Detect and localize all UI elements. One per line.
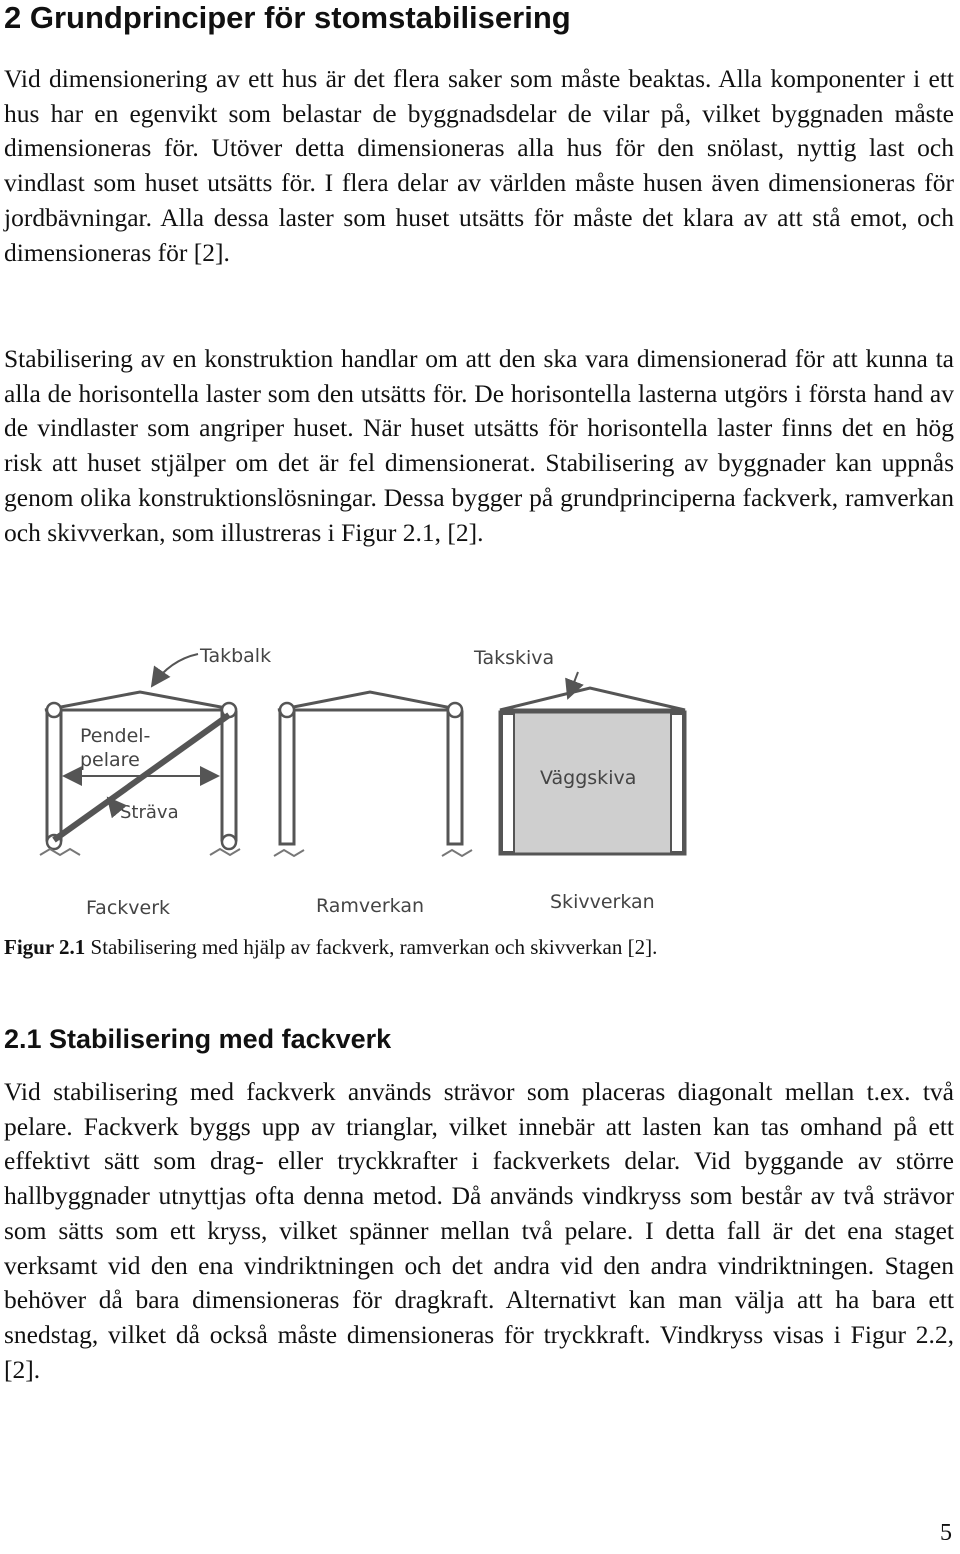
subsection-heading: 2.1 Stabilisering med fackverk — [4, 1024, 392, 1054]
paragraph-stabilisering: Stabilisering av en konstruktion handlar om att den ska vara dimensionerad för att kunna ta alla de horisontella laster som den utsätts för. De horisontella lasterna utgörs i första hand av de vindlaster som angriper huset. När huset utsätts för horisontella laster finns det en hög risk att huset stjälper om det är fel dimensionerat. Stabilisering av byggnader kan uppnås genom olika konstruktionslösningar. Dessa bygger på grundprinciperna fackverk, ramverkan och skivverkan, som illustreras i Figur 2.1, [2]. — [4, 344, 954, 547]
label-skivverkan: Skivverkan — [550, 891, 655, 913]
label-vaggskiva: Väggskiva — [540, 767, 637, 789]
ramverkan-frame — [274, 692, 472, 856]
label-pendel-line2: pelare — [80, 749, 140, 771]
label-takskiva: Takskiva — [474, 647, 555, 669]
label-takbalk: Takbalk — [200, 645, 272, 667]
label-ramverkan: Ramverkan — [316, 895, 425, 917]
paragraph-fackverk: Vid stabilisering med fackverk används strävor som placeras diagonalt mellan t.ex. två pelare. Fackverk byggs upp av trianglar, vilket innebär att lasten kan tas omhand på ett effektivt sätt som drag- eller tryckkrafter i fackverkets delar. Vid byggande av större hallbyggnader utnyttjas ofta denna metod. Då används vindkryss som består av två strävor som sätts som ett kryss, vilket spänner mellan två pelare. I detta fall är det ena staget verksamt vid den ena vindriktningen och det andra vid den andra vindriktningen. Stagen behöver då bara dimensioneras för dragkraft. Alternativt kan man välja att ha bara ett snedstag, vilket då också måste dimensioneras för tryckkraft. Vindkryss visas i Figur 2.2, [2]. — [4, 1077, 954, 1384]
fackverk-frame — [40, 692, 240, 855]
figure-caption — [4, 935, 657, 960]
label-fackverk: Fackverk — [86, 897, 171, 919]
figure-stabilization-diagram — [30, 630, 730, 930]
section-heading: 2 Grundprinciper för stomstabilisering — [4, 0, 571, 35]
figure-caption-label: Figur 2.1 — [4, 935, 86, 959]
label-pendel-line1: Pendel- — [80, 725, 151, 747]
label-strava: Sträva — [120, 802, 179, 823]
paragraph-intro: Vid dimensionering av ett hus är det flera saker som måste beaktas. Alla komponenter i ett hus har en egenvikt som belastar de byggnadsdelar de vilar på, vilket byggnaden måste dimensioneras för. Utöver detta dimensioneras alla hus för den snölast, nyttig last och vindlast som huset utsätts för. I flera delar av världen måste husen även dimensioneras för jordbävningar. Alla dessa laster som huset utsätts för måste det klara av att stå emot, och dimensioneras för [2]. — [4, 64, 954, 267]
figure-caption-text: Stabilisering med hjälp av fackverk, ramverkan och skivverkan [2]. — [85, 935, 658, 959]
page-number: 5 — [940, 1520, 952, 1546]
